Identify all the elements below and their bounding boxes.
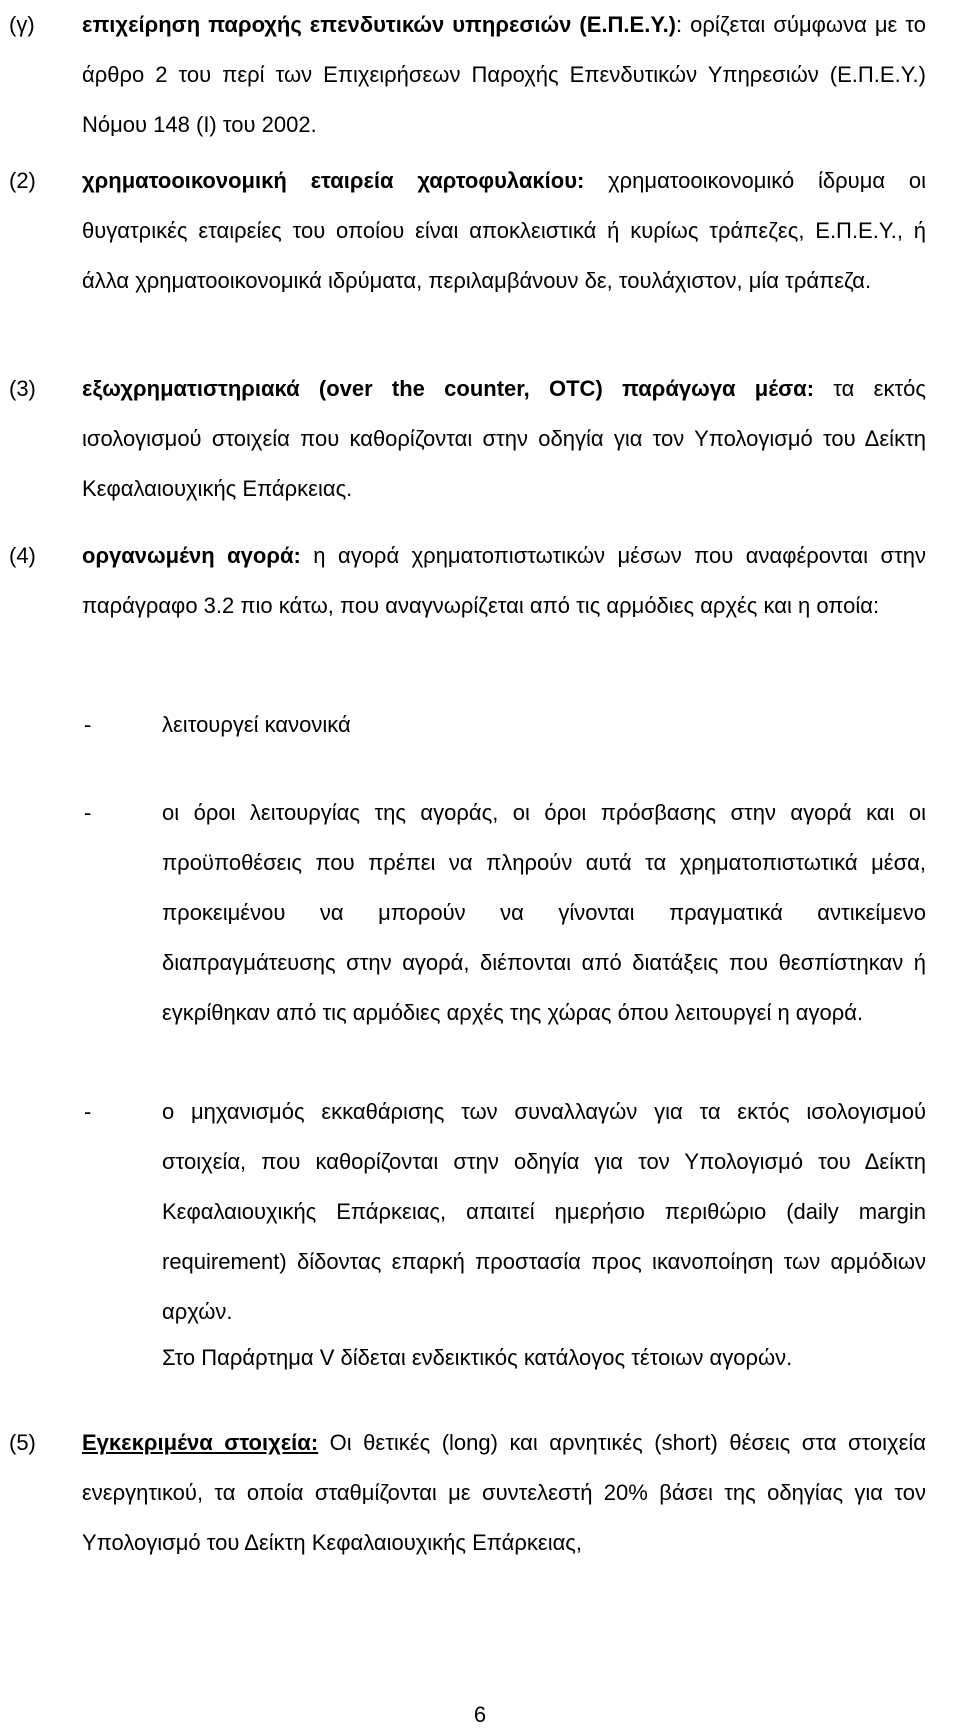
definition-paragraph xyxy=(82,364,926,514)
defined-term: εξωχρηματιστηριακά (over the counter, OTC) παράγωγα μέσα: xyxy=(82,376,815,401)
condition-text: ο μηχανισμός εκκαθάρισης των συναλλαγών για τα εκτός ισολογισμού στοιχεία, που καθορίζονται στην οδηγία για τον Υπολογισμό του Δείκτη Κεφαλαιουχικής Επάρκειας, απαιτεί ημερήσιο περιθώριο (daily margin requirement) δίδοντας επαρκή προστασία προς ικανοποίηση των αρμόδιων αρχών. xyxy=(162,1099,926,1324)
condition-text: οι όροι λειτουργίας της αγοράς, οι όροι πρόσβασης στην αγορά και οι προϋποθέσεις που πρέπει να πληρούν αυτά τα χρηματοπιστωτικά μέσα, προκειμένου να μπορούν να γίνονται πραγματικά αντικείμενο διαπραγμάτευσης στην αγορά, διέπονται από διατάξεις που θεσπίστηκαν ή εγκρίθηκαν από τις αρμόδιες αρχές της χώρας όπου λειτουργεί η αγορά. xyxy=(162,800,926,1025)
page-number: 6 xyxy=(473,1702,487,1727)
definition-text: η αγορά χρηματοπιστωτικών μέσων που αναφέρονται στην παράγραφο 3.2 πιο κάτω, που αναγνωρίζεται από τις αρμόδιες αρχές και η οποία: xyxy=(82,543,926,618)
defined-term: οργανωμένη αγορά: xyxy=(82,543,301,568)
definition-paragraph xyxy=(82,0,926,150)
defined-term: επιχείρηση παροχής επενδυτικών υπηρεσιών (Ε.Π.Ε.Υ.) xyxy=(82,12,677,37)
definition-text: τα εκτός ισολογισμού στοιχεία που καθορίζονται στην οδηγία για τον Υπολογισμό του Δείκτη Κεφαλαιουχικής Επάρκειας. xyxy=(82,376,926,501)
definition-text: χρηματοοικονομικό ίδρυμα οι θυγατρικές εταιρείες του οποίου είναι αποκλειστικά ή κυρίως τράπεζες, Ε.Π.Ε.Υ., ή άλλα χρηματοοικονομικά ιδρύματα, περιλαμβάνουν δε, τουλάχιστον, μία τράπεζα. xyxy=(82,168,926,293)
item-number: (γ) xyxy=(9,12,35,37)
item-number: (3) xyxy=(9,376,36,401)
item-number: (4) xyxy=(9,543,36,568)
item-number: (2) xyxy=(9,168,36,193)
definition-paragraph xyxy=(82,156,926,306)
list-dash: - xyxy=(84,712,92,737)
list-dash: - xyxy=(84,800,92,825)
item-number: (5) xyxy=(9,1430,36,1455)
condition-text: λειτουργεί κανονικά xyxy=(162,712,351,737)
definition-paragraph xyxy=(82,1418,926,1568)
defined-term: χρηματοοικονομική εταιρεία χαρτοφυλακίου: xyxy=(82,168,585,193)
definition-text: Οι θετικές (long) και αρνητικές (short) θέσεις στα στοιχεία ενεργητικού, τα οποία σταθμίζονται με συντελεστή 20% βάσει της οδηγίας για τον Υπολογισμό του Δείκτη Κεφαλαιουχικής Επάρκειας, xyxy=(82,1430,926,1555)
list-dash: - xyxy=(84,1099,92,1124)
annex-note: Στο Παράρτημα V δίδεται ενδεικτικός κατάλογος τέτοιων αγορών. xyxy=(162,1345,793,1370)
defined-term: Εγκεκριμένα στοιχεία: xyxy=(82,1430,319,1455)
definition-paragraph xyxy=(82,531,926,631)
definition-text: : ορίζεται σύμφωνα με το άρθρο 2 του περί των Επιχειρήσεων Παροχής Επενδυτικών Υπηρεσιών (Ε.Π.Ε.Υ.) Νόμου 148 (Ι) του 2002. xyxy=(82,12,926,137)
